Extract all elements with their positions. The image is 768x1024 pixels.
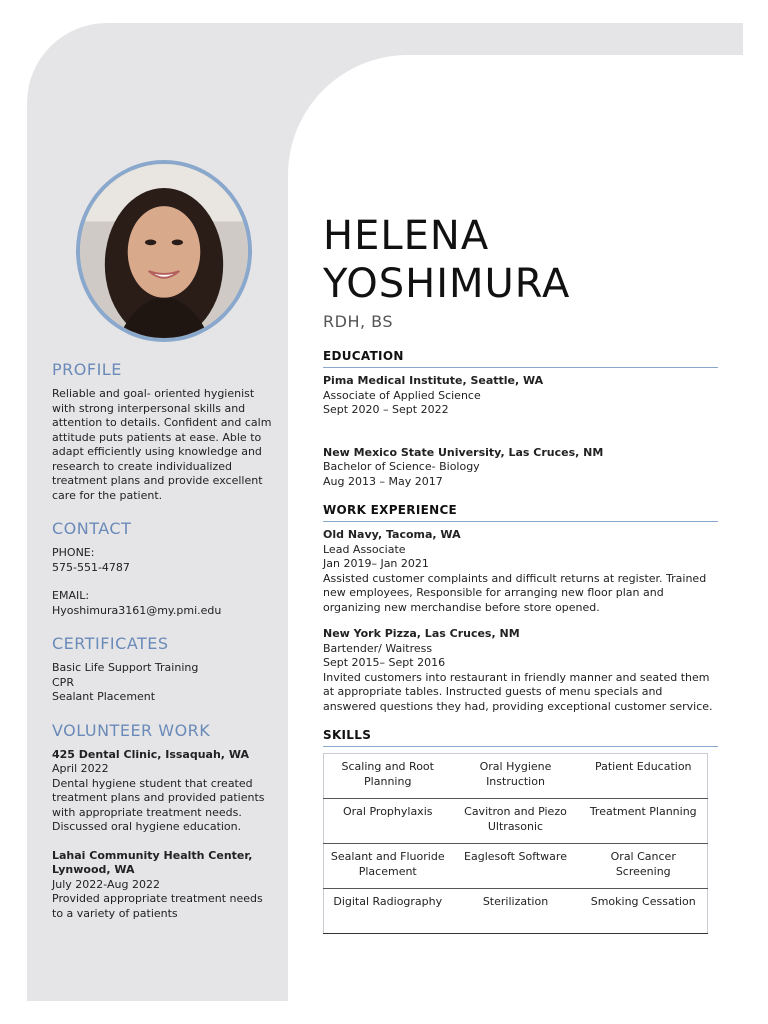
skill-cell: Sterilization bbox=[452, 889, 580, 934]
volunteer-date: July 2022-Aug 2022 bbox=[52, 877, 160, 891]
profile-photo-image bbox=[80, 164, 248, 338]
volunteer-heading: VOLUNTEER WORK bbox=[52, 720, 211, 740]
volunteer-entry bbox=[52, 748, 274, 835]
work-entry bbox=[323, 528, 718, 615]
skill-cell: Eaglesoft Software bbox=[452, 844, 580, 889]
skills-table bbox=[323, 753, 708, 934]
profile-heading: PROFILE bbox=[52, 360, 122, 379]
skills-row bbox=[324, 889, 708, 934]
name-last: YOSHIMURA bbox=[323, 261, 571, 307]
certificate-item: Sealant Placement bbox=[52, 690, 156, 703]
name-heading bbox=[323, 212, 718, 308]
skills-row bbox=[324, 754, 708, 799]
profile-section bbox=[52, 360, 274, 503]
skill-cell: Patient Education bbox=[580, 754, 708, 799]
skill-cell: Digital Radiography bbox=[324, 889, 452, 934]
skill-cell: Cavitron and Piezo Ultrasonic bbox=[452, 799, 580, 844]
education-dates: Aug 2013 – May 2017 bbox=[323, 474, 443, 488]
sidebar bbox=[52, 360, 274, 937]
skill-cell: Oral Prophylaxis bbox=[324, 799, 452, 844]
email-value: Hyoshimura3161@my.pmi.edu bbox=[52, 603, 222, 617]
certificates-section bbox=[52, 634, 274, 705]
education-degree: Bachelor of Science- Biology bbox=[323, 460, 480, 473]
work-dates: Sept 2015– Sept 2016 bbox=[323, 656, 446, 669]
main-content bbox=[323, 212, 718, 948]
work-dates: Jan 2019– Jan 2021 bbox=[323, 557, 429, 570]
education-section bbox=[323, 349, 718, 489]
education-school: New Mexico State University, Las Cruces, NM bbox=[323, 445, 604, 459]
skills-heading: SKILLS bbox=[323, 728, 718, 747]
work-employer: New York Pizza, Las Cruces, NM bbox=[323, 627, 520, 640]
email-label: EMAIL: bbox=[52, 589, 90, 602]
skills-row bbox=[324, 799, 708, 844]
education-entry bbox=[323, 446, 718, 490]
volunteer-org: Lahai Community Health Center, Lynwood, WA bbox=[52, 848, 253, 876]
contact-section bbox=[52, 519, 274, 618]
skill-cell: Treatment Planning bbox=[580, 799, 708, 844]
volunteer-entry bbox=[52, 849, 274, 922]
work-desc: Assisted customer complaints and difficult returns at register. Trained new employees, Responsible for arranging new floor plan and organizing new merchandise before store opened. bbox=[323, 571, 707, 614]
volunteer-desc: Provided appropriate treatment needs to a variety of patients bbox=[52, 892, 263, 920]
volunteer-date: April 2022 bbox=[52, 762, 109, 775]
skill-cell: Smoking Cessation bbox=[580, 889, 708, 934]
volunteer-section bbox=[52, 721, 274, 922]
phone-value: 575-551-4787 bbox=[52, 560, 130, 574]
skills-section bbox=[323, 728, 718, 934]
work-employer: Old Navy, Tacoma, WA bbox=[323, 528, 461, 541]
work-entry bbox=[323, 627, 718, 714]
work-role: Bartender/ Waitress bbox=[323, 641, 433, 655]
skill-cell: Oral Cancer Screening bbox=[580, 844, 708, 889]
certificates-heading: CERTIFICATES bbox=[52, 634, 169, 653]
education-entry bbox=[323, 374, 718, 418]
volunteer-desc: Dental hygiene student that created treatment plans and provided patients with appropriate treatment needs. Discussed oral hygiene education. bbox=[52, 776, 265, 833]
work-role: Lead Associate bbox=[323, 542, 406, 556]
education-degree: Associate of Applied Science bbox=[323, 388, 481, 402]
name-first: HELENA bbox=[323, 213, 490, 259]
work-desc: Invited customers into restaurant in friendly manner and seated them at appropriate tables. Instructed guests of menu specials and answered questions they had, providing exceptional customer service. bbox=[323, 670, 713, 713]
skill-cell: Scaling and Root Planning bbox=[324, 754, 452, 799]
profile-photo bbox=[76, 160, 252, 342]
phone-label: PHONE: bbox=[52, 546, 95, 559]
skills-row bbox=[324, 844, 708, 889]
volunteer-org: 425 Dental Clinic, Issaquah, WA bbox=[52, 747, 249, 761]
work-heading: WORK EXPERIENCE bbox=[323, 503, 718, 522]
education-school: Pima Medical Institute, Seattle, WA bbox=[323, 374, 544, 387]
education-heading: EDUCATION bbox=[323, 349, 718, 368]
certificate-item: Basic Life Support Training bbox=[52, 661, 199, 674]
skill-cell: Sealant and Fluoride Placement bbox=[324, 844, 452, 889]
credentials: RDH, BS bbox=[323, 312, 393, 331]
certificate-item: CPR bbox=[52, 675, 74, 689]
education-dates: Sept 2020 – Sept 2022 bbox=[323, 403, 449, 416]
contact-heading: CONTACT bbox=[52, 519, 132, 538]
profile-text: Reliable and goal- oriented hygienist with strong interpersonal skills and attention to details. Confident and calm attitude puts patients at ease. Able to adapt efficiently using knowledge and research to create individualized treatment plans and provide excellent care for the patient. bbox=[52, 387, 272, 502]
work-section bbox=[323, 503, 718, 714]
skill-cell: Oral Hygiene Instruction bbox=[452, 754, 580, 799]
